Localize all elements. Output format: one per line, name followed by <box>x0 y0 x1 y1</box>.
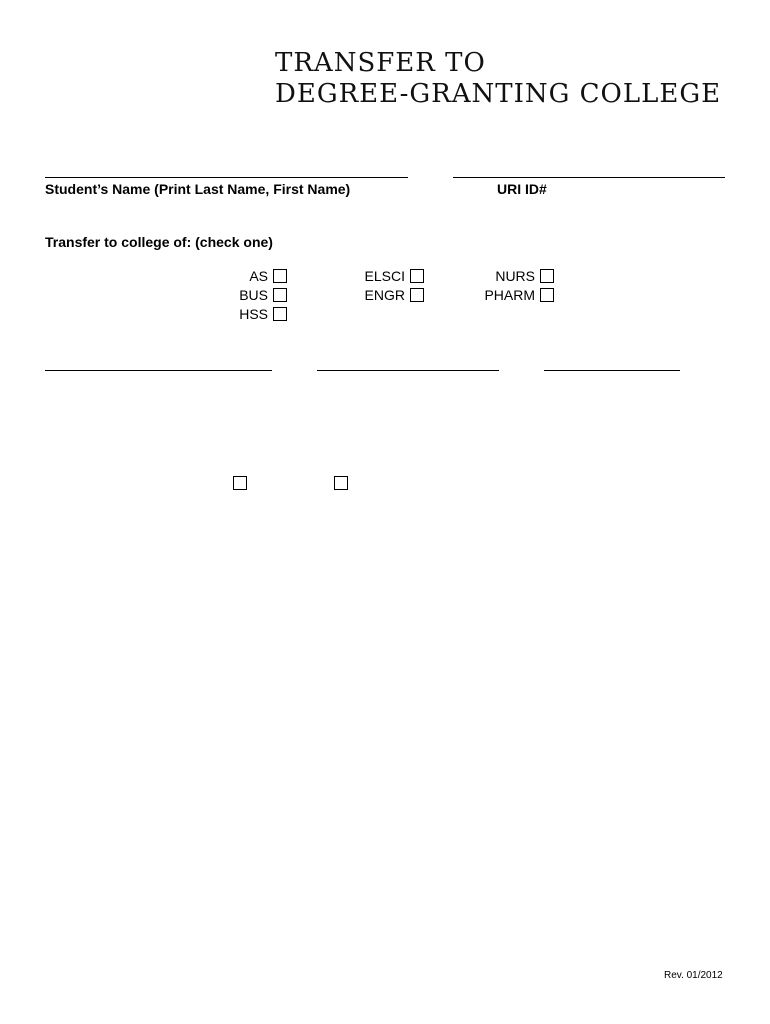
entry-line-3[interactable] <box>544 370 680 371</box>
form-title-line-2: DEGREE-GRANTING COLLEGE <box>275 79 722 109</box>
option-as-label: AS <box>249 268 268 284</box>
uri-id-input-line[interactable] <box>453 177 725 178</box>
unlabeled-checkbox-2[interactable] <box>334 476 348 490</box>
option-elsci-checkbox[interactable] <box>410 269 424 283</box>
option-engr <box>365 286 424 304</box>
option-hss <box>239 305 287 323</box>
student-name-label: Student’s Name (Print Last Name, First Name) <box>45 181 351 197</box>
option-nurs-checkbox[interactable] <box>540 269 554 283</box>
form-title-line-1: TRANSFER TO <box>275 48 486 78</box>
option-as-checkbox[interactable] <box>273 269 287 283</box>
form-title <box>275 48 721 110</box>
option-hss-label: HSS <box>239 306 268 322</box>
option-elsci <box>365 267 424 285</box>
option-engr-checkbox[interactable] <box>410 288 424 302</box>
entry-line-2[interactable] <box>317 370 499 371</box>
entry-line-1[interactable] <box>45 370 272 371</box>
option-hss-checkbox[interactable] <box>273 307 287 321</box>
option-as <box>249 267 287 285</box>
option-bus <box>239 286 287 304</box>
option-pharm-label: PHARM <box>484 287 535 303</box>
unlabeled-checkbox-1[interactable] <box>233 476 247 490</box>
option-pharm-checkbox[interactable] <box>540 288 554 302</box>
option-pharm <box>484 286 554 304</box>
option-bus-label: BUS <box>239 287 268 303</box>
option-nurs-label: NURS <box>495 268 535 284</box>
option-bus-checkbox[interactable] <box>273 288 287 302</box>
option-elsci-label: ELSCI <box>364 268 405 284</box>
transfer-college-prompt: Transfer to college of: (check one) <box>45 234 273 250</box>
option-engr-label: ENGR <box>364 287 405 303</box>
option-nurs <box>495 267 554 285</box>
revision-note: Rev. 01/2012 <box>664 970 723 981</box>
uri-id-label: URI ID# <box>497 181 547 197</box>
student-name-input-line[interactable] <box>45 177 408 178</box>
